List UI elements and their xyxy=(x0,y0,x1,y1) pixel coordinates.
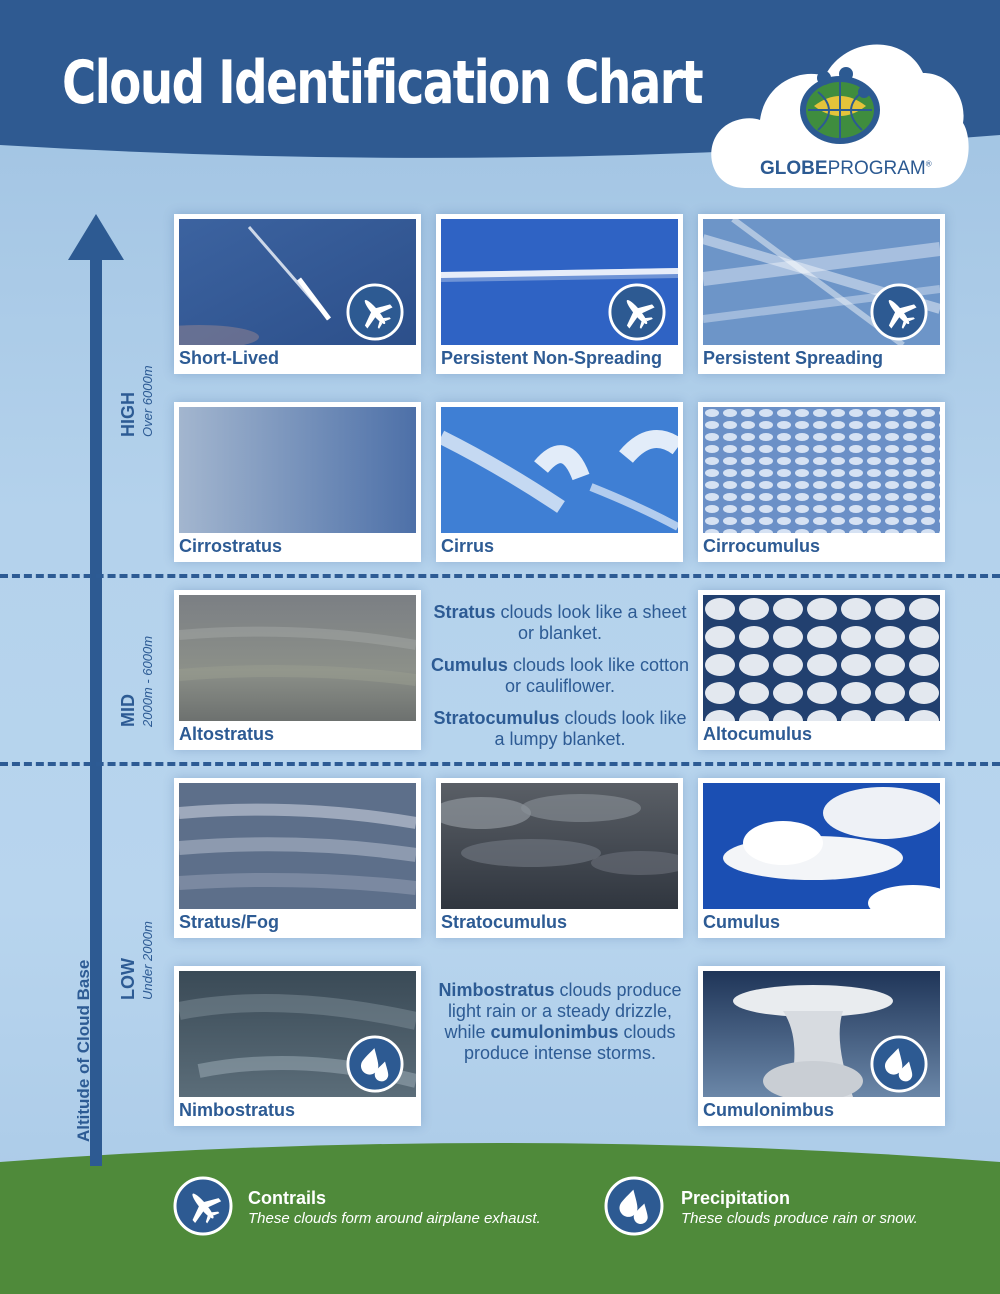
legend-precipitation-title: Precipitation xyxy=(681,1188,791,1208)
card-altocumulus xyxy=(698,590,945,750)
legend-contrails-desc: These clouds form around airplane exhaust. xyxy=(248,1210,541,1227)
band-low: LOW Under 2000m xyxy=(118,921,155,1000)
card-stratus-fog xyxy=(174,778,421,938)
card-cirrostratus xyxy=(174,402,421,562)
precipitation-description: Nimbostratus clouds produce light rain or a steady drizzle, while cumulonimbus clouds produce intense storms. xyxy=(438,980,682,1063)
card-label: Nimbostratus xyxy=(179,1100,296,1120)
airplane-icon xyxy=(870,283,928,341)
photo-altocumulus xyxy=(703,595,940,721)
globe-logo-icon xyxy=(794,66,886,146)
globe-program-logo-text: GLOBEPROGRAM® xyxy=(760,158,932,179)
card-cumulus xyxy=(698,778,945,938)
card-label: Persistent Non-Spreading xyxy=(441,348,663,368)
card-label: Altocumulus xyxy=(703,724,813,744)
cumulus-description: Cumulus clouds look like cotton or cauliflower. xyxy=(430,655,690,696)
card-altostratus xyxy=(174,590,421,750)
divider-mid-low xyxy=(0,762,1000,766)
legend-contrails-title: Contrails xyxy=(248,1188,327,1208)
card-persistent-spreading xyxy=(698,214,945,374)
card-persistent-non-spreading xyxy=(436,214,683,374)
photo-cumulus xyxy=(703,783,940,909)
raindrops-icon xyxy=(604,1176,664,1236)
card-short-lived xyxy=(174,214,421,374)
stratus-description: Stratus clouds look like a sheet or blanket. xyxy=(433,602,687,643)
card-label: Cirrus xyxy=(441,536,495,556)
card-label: Altostratus xyxy=(179,724,275,744)
photo-cirrocumulus xyxy=(703,407,940,533)
card-label: Short-Lived xyxy=(179,348,280,368)
airplane-icon xyxy=(346,283,404,341)
photo-stratus-fog xyxy=(179,783,416,909)
card-stratocumulus xyxy=(436,778,683,938)
card-nimbostratus xyxy=(174,966,421,1126)
page-title: Cloud Identification Chart xyxy=(62,48,703,118)
photo-altostratus xyxy=(179,595,416,721)
card-label: Cirrocumulus xyxy=(703,536,821,556)
legend-precipitation-desc: These clouds produce rain or snow. xyxy=(681,1210,918,1227)
band-mid: MID 2000m - 6000m xyxy=(118,635,155,727)
cloud-type-descriptions xyxy=(430,602,690,761)
card-label: Cumulus xyxy=(703,912,781,932)
photo-cirrus xyxy=(441,407,678,533)
raindrops-icon xyxy=(346,1035,404,1093)
photo-stratocumulus xyxy=(441,783,678,909)
card-label: Cirrostratus xyxy=(179,536,283,556)
airplane-icon xyxy=(608,283,666,341)
card-cumulonimbus xyxy=(698,966,945,1126)
axis-label: Altitude of Cloud Base xyxy=(74,959,93,1142)
airplane-icon xyxy=(173,1176,233,1236)
band-high: HIGH Over 6000m xyxy=(118,365,155,437)
card-label: Persistent Spreading xyxy=(703,348,884,368)
photo-cirrostratus xyxy=(179,407,416,533)
card-label: Cumulonimbus xyxy=(703,1100,834,1120)
card-label: Stratocumulus xyxy=(441,912,568,932)
raindrops-icon xyxy=(870,1035,928,1093)
divider-high-mid xyxy=(0,574,1000,578)
card-cirrocumulus xyxy=(698,402,945,562)
card-label: Stratus/Fog xyxy=(179,912,280,932)
stratocumulus-description: Stratocumulus clouds look like a lumpy blanket. xyxy=(433,708,687,749)
card-cirrus xyxy=(436,402,683,562)
